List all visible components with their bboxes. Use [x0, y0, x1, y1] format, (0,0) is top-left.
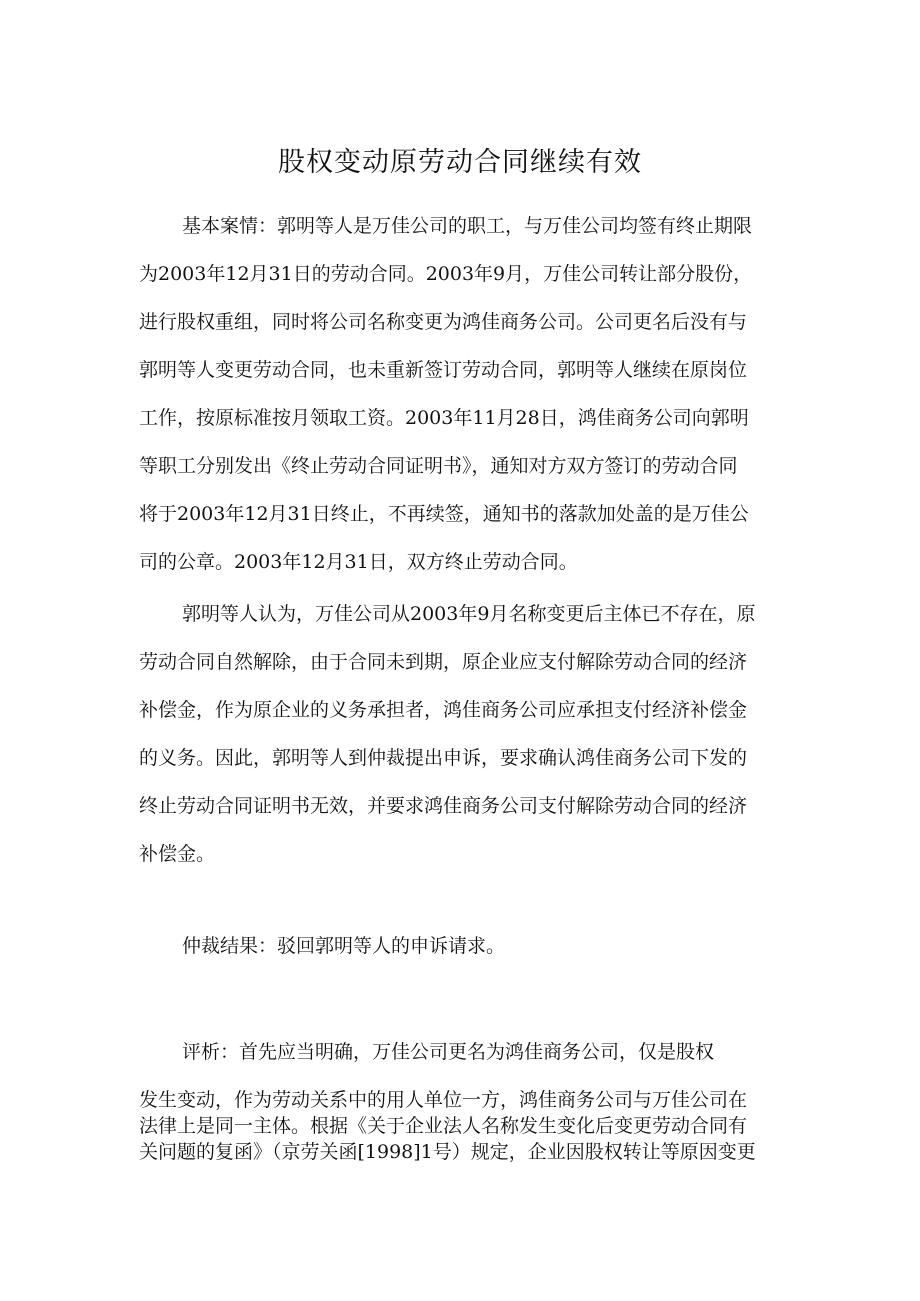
analysis-line: 发生变动，作为劳动关系中的用人单位一方，鸿佳商务公司与万佳公司在 — [139, 1089, 748, 1111]
arbitration-result: 仲裁结果：驳回郭明等人的申诉请求。 — [182, 935, 506, 957]
document-title: 股权变动原劳动合同继续有效 — [278, 147, 642, 178]
paragraph-line: 终止劳动合同证明书无效，并要求鸿佳商务公司支付解除劳动合同的经济 — [139, 795, 748, 817]
paragraph-line: 郭明等人认为，万佳公司从2003年9月名称变更后主体已不存在，原 — [182, 603, 756, 625]
analysis-line: 评析：首先应当明确，万佳公司更名为鸿佳商务公司，仅是股权 — [182, 1041, 715, 1063]
paragraph-line: 将于2003年12月31日终止，不再续签，通知书的落款加处盖的是万佳公 — [139, 503, 749, 525]
analysis-line: 关问题的复函》（京劳关函[1998]1号）规定，企业因股权转让等原因变更 — [139, 1141, 756, 1163]
paragraph-line: 等职工分别发出《终止劳动合同证明书》，通知对方双方签订的劳动合同 — [139, 455, 738, 477]
paragraph-line: 补偿金，作为原企业的义务承担者，鸿佳商务公司应承担支付经济补偿金 — [139, 699, 748, 721]
paragraph-line: 基本案情：郭明等人是万佳公司的职工，与万佳公司均签有终止期限 — [182, 215, 753, 237]
paragraph-line: 进行股权重组，同时将公司名称变更为鸿佳商务公司。公司更名后没有与 — [139, 311, 748, 333]
paragraph-line: 的义务。因此，郭明等人到仲裁提出申诉，要求确认鸿佳商务公司下发的 — [139, 747, 748, 769]
paragraph-line: 补偿金。 — [139, 843, 216, 865]
paragraph-line: 司的公章。2003年12月31日，双方终止劳动合同。 — [139, 551, 578, 573]
paragraph-line: 劳动合同自然解除，由于合同未到期，原企业应支付解除劳动合同的经济 — [139, 651, 748, 673]
paragraph-line: 工作，按原标准按月领取工资。2003年11月28日，鸿佳商务公司向郭明 — [139, 407, 749, 429]
paragraph-line: 郭明等人变更劳动合同，也未重新签订劳动合同，郭明等人继续在原岗位 — [139, 359, 748, 381]
paragraph-line: 为2003年12月31日的劳动合同。2003年9月，万佳公司转让部分股份， — [139, 263, 753, 285]
analysis-line: 法律上是同一主体。根据《关于企业法人名称发生变化后变更劳动合同有 — [139, 1115, 748, 1137]
